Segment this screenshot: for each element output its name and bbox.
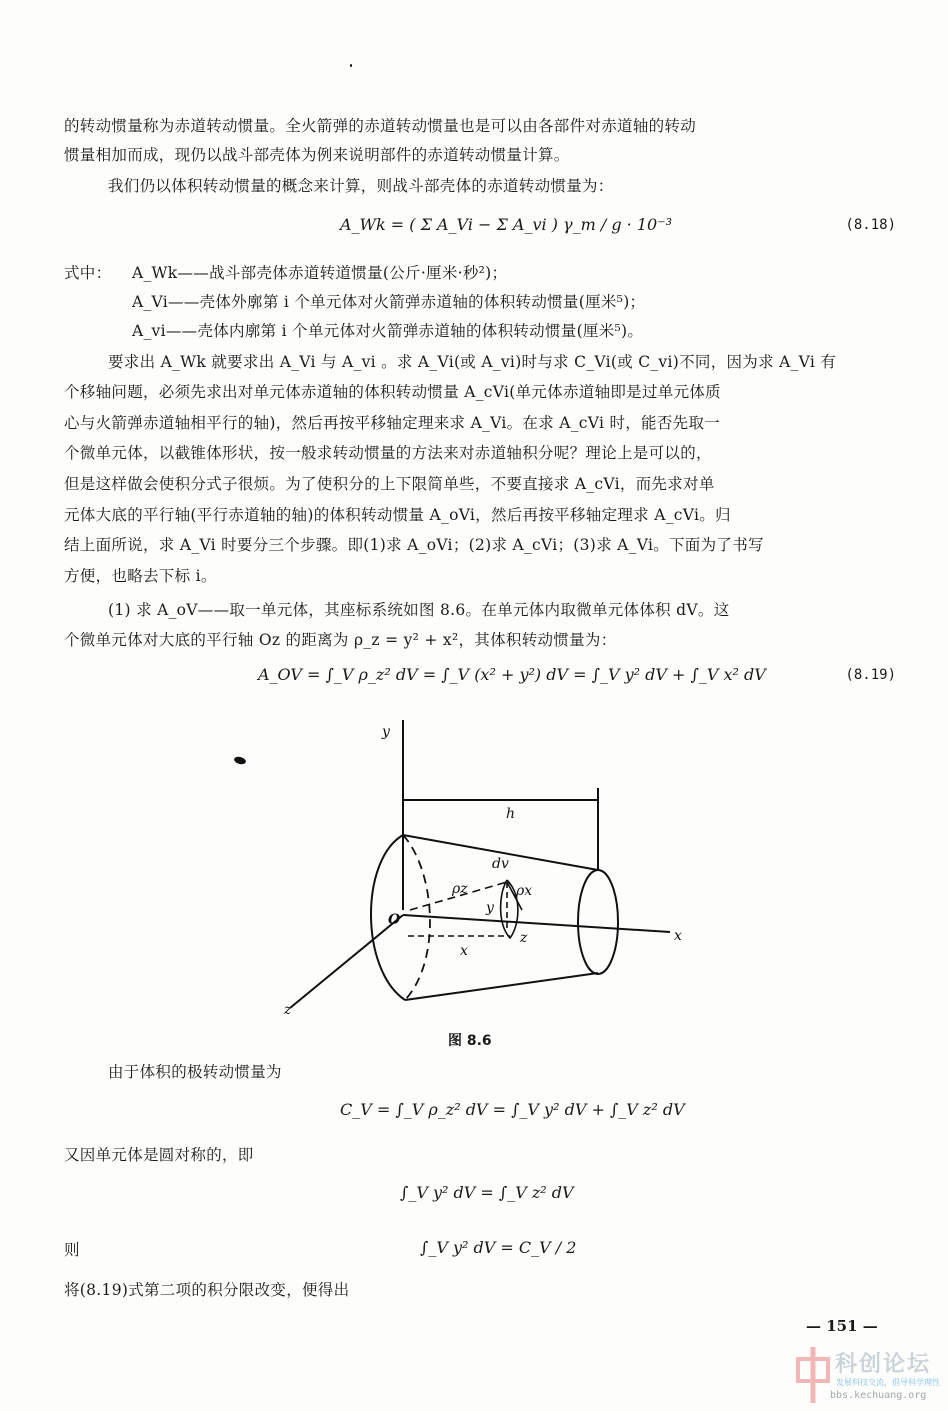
text-line: 心与火箭弹赤道轴相平行的轴)，然后再按平移轴定理来求 A_Vi。在求 A_cVi 时，能否先取一 [64,414,721,432]
watermark-subtitle: 发展科技交流，倡导科学理性 [836,1378,940,1387]
label-x: x [674,928,682,944]
text-line: 将(8.19)式第二项的积分限改变，便得出 [64,1281,350,1299]
text-line: 但是这样做会使积分式子很烦。为了使积分的上下限简单些，不要直接求 A_cVi，而先求对单 [64,475,715,493]
text-line: 个微单元体对大底的平行轴 Oz 的距离为 ρ_z = y² + x²，其体积转动惯量为： [64,631,617,649]
label-O: O [388,912,401,928]
label-y: y [382,724,390,740]
page-number: — 151 — [806,1317,878,1335]
label-h: h [506,806,516,822]
figure-caption: 图 8.6 [448,1033,492,1049]
text-line: 由于体积的极转动惯量为 [108,1063,282,1081]
text-line: 要求出 A_Wk 就要求出 A_Vi 与 A_vi 。求 A_Vi(或 A_vi)时与求 C_Vi(或 C_vi)不同，因为求 A_Vi 有 [108,353,837,371]
watermark-title: 科创论坛 [835,1351,932,1377]
label-rho-x: ρx [516,883,533,899]
text-line: 个微单元体，以截锥体形状，按一般求转动惯量的方法来对赤道轴积分呢？理论上是可以的， [64,444,712,462]
text-line: 结上面所说，求 A_Vi 时要分三个步骤。即(1)求 A_oVi；(2)求 A_cVi；(3)求 A_Vi。下面为了书写 [64,536,764,554]
label-z: z [284,1002,292,1018]
label-y-inner: y [486,900,494,916]
equation-number: (8.19) [845,667,896,683]
definition-intro: 式中： [64,264,112,282]
text-line: 个移轴问题，必须先求出对单元体赤道轴的体积转动惯量 A_cVi(单元体赤道轴即是过单元体质 [64,383,721,401]
small-base [578,870,618,974]
equation-8-19: A_OV = ∫_V ρ_z² dV = ∫_V (x² + y²) dV = ∫_V y² dV + ∫_V x² dV [258,665,766,684]
equation-half: ∫_V y² dV = C_V / 2 [420,1238,577,1257]
label-x-inner: x [460,943,468,959]
equation-number: (8.18) [845,217,896,233]
z-axis [290,915,403,1008]
cone-bottom-edge [405,973,598,1000]
text-line: 我们仍以体积转动惯量的概念来计算，则战斗部壳体的赤道转动惯量为： [108,177,614,195]
text-line: 则 [64,1241,80,1259]
scan-speck [233,756,246,766]
watermark-url: bbs.kechuang.org [830,1390,927,1401]
label-z-inner: z [520,930,528,946]
definition-line: A_Wk——战斗部壳体赤道转道惯量(公斤·厘米·秒²)； [132,264,508,282]
scan-speck [350,64,352,67]
x-axis [403,915,670,932]
text-line: 方便，也略去下标 i。 [64,567,217,585]
equation-symmetry: ∫_V y² dV = ∫_V z² dV [400,1183,574,1202]
text-line: 又因单元体是圆对称的，即 [64,1146,254,1164]
equation-8-18: A_Wk = ( Σ A_Vi − Σ A_vi ) γ_m / g · 10⁻³ [340,215,673,234]
definition-line: A_Vi——壳体外廓第 i 个单元体对火箭弹赤道轴的体积转动惯量(厘米⁵)； [132,293,646,311]
equation-cv: C_V = ∫_V ρ_z² dV = ∫_V y² dV + ∫_V z² dV [340,1100,685,1119]
definition-line: A_vi——壳体内廓第 i 个单元体对火箭弹赤道轴的体积转动惯量(厘米⁵)。 [132,322,644,340]
text-line: 惯量相加而成，现仍以战斗部壳体为例来说明部件的赤道转动惯量计算。 [64,146,570,164]
text-line: 的转动惯量称为赤道转动惯量。全火箭弹的赤道转动惯量也是可以由各部件对赤道轴的转动 [64,117,697,135]
label-dv: dv [492,856,509,872]
text-line: (1) 求 A_oV——取一单元体，其座标系统如图 8.6。在单元体内取微单元体体积 dV。这 [108,601,730,619]
figure-8-6 [260,710,700,1030]
label-rho-z: ρz [452,881,468,897]
watermark [790,1345,940,1407]
large-base-back [403,835,430,1000]
text-line: 元体大底的平行轴(平行赤道轴的轴)的体积转动惯量 A_oVi，然后再按平移轴定理求 A_cVi。归 [64,506,731,524]
